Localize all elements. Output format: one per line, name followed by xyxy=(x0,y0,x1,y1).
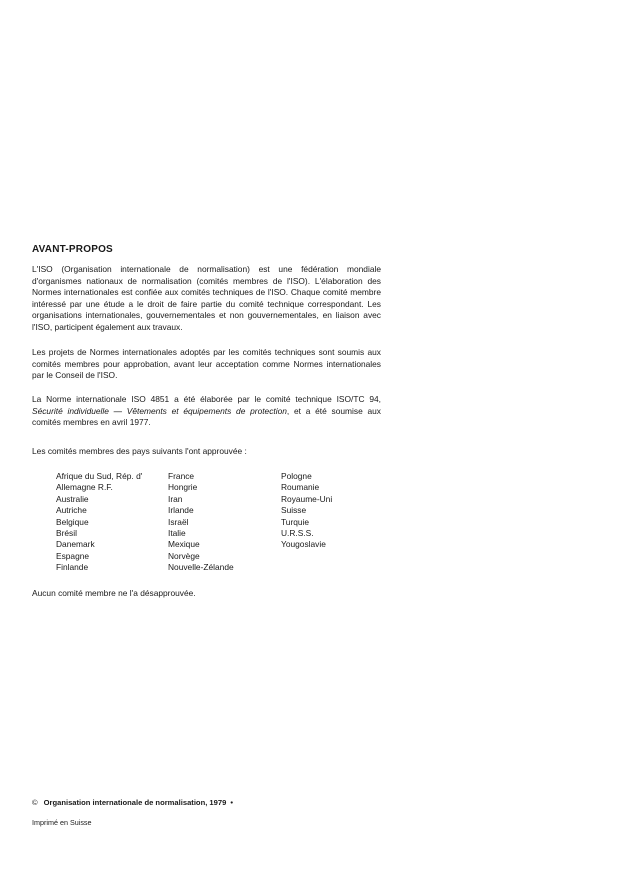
country-item: Royaume-Uni xyxy=(281,493,333,504)
country-item: Irlande xyxy=(168,505,194,516)
page-title: AVANT-PROPOS xyxy=(32,244,113,255)
approval-intro: Les comités membres des pays suivants l'ont approuvée : xyxy=(32,446,247,456)
country-item: Roumanie xyxy=(281,482,320,493)
country-column-1 xyxy=(56,471,142,574)
country-item: Afrique du Sud, Rép. d' xyxy=(56,471,143,481)
printed-in: Imprimé en Suisse xyxy=(32,818,92,827)
copyright-line xyxy=(32,798,233,807)
country-item: U.R.S.S. xyxy=(281,527,314,538)
country-item: Brésil xyxy=(56,527,77,538)
disapproval-note: Aucun comité membre ne l'a désapprouvée. xyxy=(32,588,196,598)
paragraph-iso-intro: L'ISO (Organisation internationale de normalisation) est une fédération mondiale d'organismes nationaux de normalisation (comités membres de l'ISO). L'élaboration des Normes internationales est confiée aux comités techniques de l'ISO. Chaque comité membre intéressé par une étude a le droit de faire partie du comité technique correspondant. Les organisations internationales, gouvernementales et non gouvernementales, en liaison avec l'ISO, participent également aux travaux. xyxy=(32,264,381,332)
country-item: Iran xyxy=(168,493,183,504)
country-item: Norvège xyxy=(168,550,200,561)
country-column-3 xyxy=(281,471,332,551)
country-item: Yougoslavie xyxy=(281,539,326,550)
country-item: Finlande xyxy=(56,562,89,573)
paragraph-standard-origin-end: , et a été soumise aux comités membres en avril 1977. xyxy=(32,405,381,428)
country-item: Nouvelle-Zélande xyxy=(168,562,234,573)
country-item: Espagne xyxy=(56,550,90,561)
country-item: Belgique xyxy=(56,516,89,527)
country-item: France xyxy=(168,471,195,481)
country-item: Suisse xyxy=(281,505,307,516)
country-item: Turquie xyxy=(281,516,310,527)
country-item: Italie xyxy=(168,527,186,538)
paragraph-standard-origin xyxy=(32,394,381,429)
country-item: Israël xyxy=(168,516,189,527)
country-column-2 xyxy=(168,471,234,574)
bullet-icon: • xyxy=(230,798,233,807)
country-item: Autriche xyxy=(56,505,87,516)
country-item: Mexique xyxy=(168,539,200,550)
committee-title: Sécurité individuelle — Vêtements et équipements de protection xyxy=(32,405,287,416)
country-item: Australie xyxy=(56,493,89,504)
country-item: Allemagne R.F. xyxy=(56,482,113,493)
copyright-icon: © xyxy=(32,798,38,807)
paragraph-standard-origin-start: La Norme internationale ISO 4851 a été élaborée par le comité technique ISO/TC 94, xyxy=(32,394,381,404)
country-item: Hongrie xyxy=(168,482,198,493)
paragraph-draft-standards: Les projets de Normes internationales adoptés par les comités techniques sont soumis aux comités membres pour approbation, avant leur acceptation comme Normes internationales par le Conseil de l'ISO. xyxy=(32,347,381,381)
country-item: Pologne xyxy=(281,471,312,481)
country-item: Danemark xyxy=(56,539,95,550)
copyright-text: Organisation internationale de normalisation, 1979 xyxy=(43,798,227,807)
